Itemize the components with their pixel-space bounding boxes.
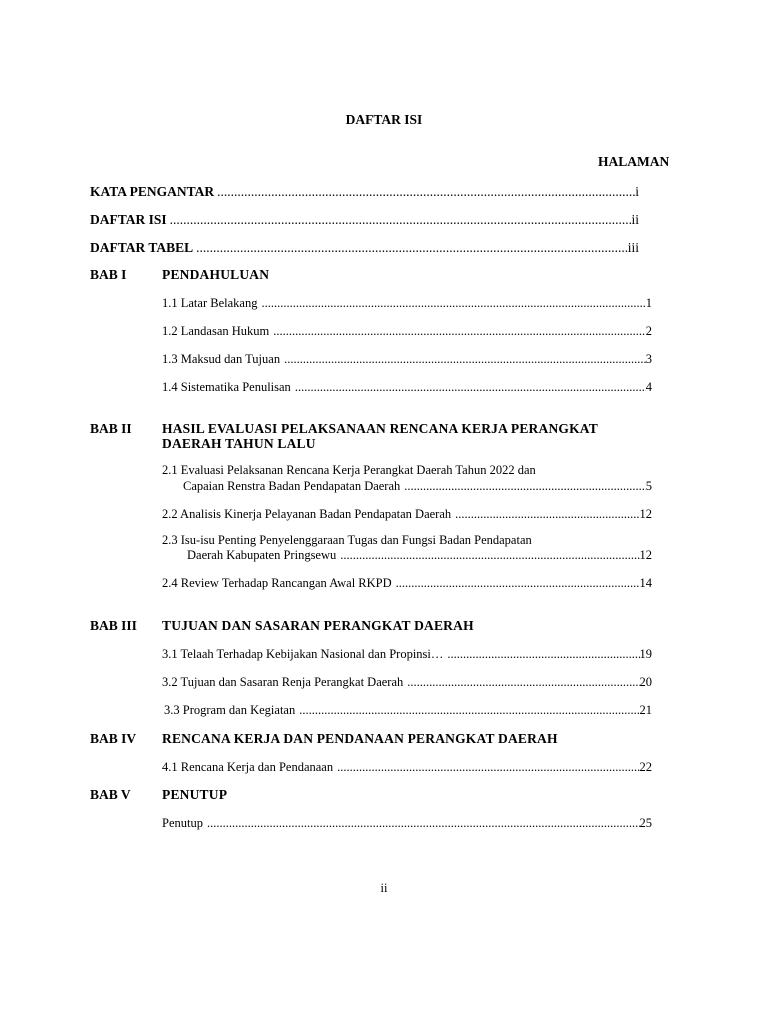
toc-entry-3-3[interactable] — [164, 703, 652, 718]
dot-leader — [203, 816, 640, 831]
toc-entry-page: iii — [627, 240, 639, 255]
chapter-title[interactable]: PENUTUP — [162, 787, 228, 802]
toc-entry-page: 25 — [639, 816, 652, 830]
toc-entry-label: 1.4 Sistematika Penulisan — [162, 380, 291, 394]
dot-leader — [257, 296, 645, 311]
toc-entry-label: Capaian Renstra Badan Pendapatan Daerah — [183, 479, 401, 493]
dot-leader — [392, 576, 640, 591]
toc-entry-page: 4 — [645, 380, 652, 394]
toc-entry-3-2[interactable] — [162, 675, 652, 690]
toc-entry-5-1[interactable] — [162, 816, 652, 831]
toc-entry-2-3-line1[interactable]: 2.3 Isu-isu Penting Penyelenggaraan Tugas dan Fungsi Badan Pendapatan — [162, 533, 532, 547]
page-title: DAFTAR ISI — [345, 112, 423, 127]
dot-leader — [443, 647, 639, 662]
toc-entry-1-3[interactable] — [162, 352, 652, 367]
toc-entry-label: 2.4 Review Terhadap Rancangan Awal RKPD — [162, 576, 392, 590]
toc-entry-label: KATA PENGANTAR — [90, 184, 215, 199]
chapter-title[interactable]: TUJUAN DAN SASARAN PERANGKAT DAERAH — [162, 618, 474, 633]
toc-entry-page: 2 — [645, 324, 652, 338]
toc-entry-page: 12 — [639, 507, 652, 521]
page-number-footer: ii — [380, 881, 388, 895]
dot-leader — [167, 212, 632, 228]
toc-entry-3-1[interactable] — [162, 647, 652, 662]
chapter-title[interactable]: PENDAHULUAN — [162, 267, 270, 282]
toc-entry-label: Penutup — [162, 816, 203, 830]
toc-entry-label: DAFTAR ISI — [90, 212, 167, 227]
toc-entry-2-1[interactable] — [183, 479, 652, 494]
toc-entry-label: 3.2 Tujuan dan Sasaran Renja Perangkat Daerah — [162, 675, 404, 689]
toc-entry-1-4[interactable] — [162, 380, 652, 395]
chapter-title[interactable]: HASIL EVALUASI PELAKSANAAN RENCANA KERJA PERANGKAT — [162, 421, 598, 436]
toc-entry-label: 3.3 Program dan Kegiatan — [164, 703, 296, 717]
dot-leader — [214, 184, 635, 200]
dot-leader — [451, 507, 639, 522]
chapter-number: BAB II — [90, 421, 132, 436]
chapter-title-continued[interactable]: DAERAH TAHUN LALU — [162, 436, 316, 451]
chapter-number: BAB IV — [90, 731, 137, 746]
toc-entry-page: 22 — [639, 760, 652, 774]
toc-entry-daftar-isi[interactable] — [90, 212, 639, 228]
chapter-number: BAB V — [90, 787, 131, 802]
dot-leader — [193, 240, 628, 256]
toc-entry-label: Daerah Kabupaten Pringsewu — [187, 548, 337, 562]
dot-leader — [403, 675, 639, 690]
dot-leader — [280, 352, 646, 367]
chapter-number: BAB III — [90, 618, 137, 633]
toc-entry-label: 4.1 Rencana Kerja dan Pendanaan — [162, 760, 334, 774]
toc-entry-page: 20 — [639, 675, 652, 689]
toc-entry-page: 14 — [639, 576, 652, 590]
dot-leader — [295, 703, 639, 718]
toc-entry-1-2[interactable] — [162, 324, 652, 339]
toc-entry-label: 1.2 Landasan Hukum — [162, 324, 270, 338]
toc-entry-page: 3 — [645, 352, 652, 366]
dot-leader — [333, 760, 639, 775]
toc-entry-page: 1 — [645, 296, 652, 310]
dot-leader — [400, 479, 645, 494]
page-column-header: HALAMAN — [598, 154, 670, 169]
toc-entry-daftar-tabel[interactable] — [90, 240, 639, 256]
toc-entry-page: 5 — [645, 479, 652, 493]
toc-entry-page: ii — [631, 212, 639, 227]
toc-entry-page: i — [635, 184, 639, 199]
dot-leader — [269, 324, 645, 339]
toc-entry-2-3[interactable] — [187, 548, 652, 563]
toc-entry-label: 2.2 Analisis Kinerja Pelayanan Badan Pendapatan Daerah — [162, 507, 452, 521]
toc-entry-label: 3.1 Telaah Terhadap Kebijakan Nasional dan Propinsi… — [162, 647, 444, 661]
toc-entry-page: 12 — [639, 548, 652, 562]
toc-entry-1-1[interactable] — [162, 296, 652, 311]
chapter-title[interactable]: RENCANA KERJA DAN PENDANAAN PERANGKAT DAERAH — [162, 731, 558, 746]
toc-entry-label: 1.3 Maksud dan Tujuan — [162, 352, 281, 366]
toc-entry-2-2[interactable] — [162, 507, 652, 522]
toc-entry-page: 21 — [639, 703, 652, 717]
dot-leader — [291, 380, 646, 395]
toc-entry-4-1[interactable] — [162, 760, 652, 775]
toc-entry-2-1-line1[interactable]: 2.1 Evaluasi Pelaksanan Rencana Kerja Perangkat Daerah Tahun 2022 dan — [162, 463, 536, 477]
toc-entry-page: 19 — [639, 647, 652, 661]
toc-entry-kata-pengantar[interactable] — [90, 184, 639, 200]
toc-entry-2-4[interactable] — [162, 576, 652, 591]
toc-entry-label: DAFTAR TABEL — [90, 240, 194, 255]
dot-leader — [336, 548, 639, 563]
chapter-number: BAB I — [90, 267, 127, 282]
toc-entry-label: 1.1 Latar Belakang — [162, 296, 258, 310]
